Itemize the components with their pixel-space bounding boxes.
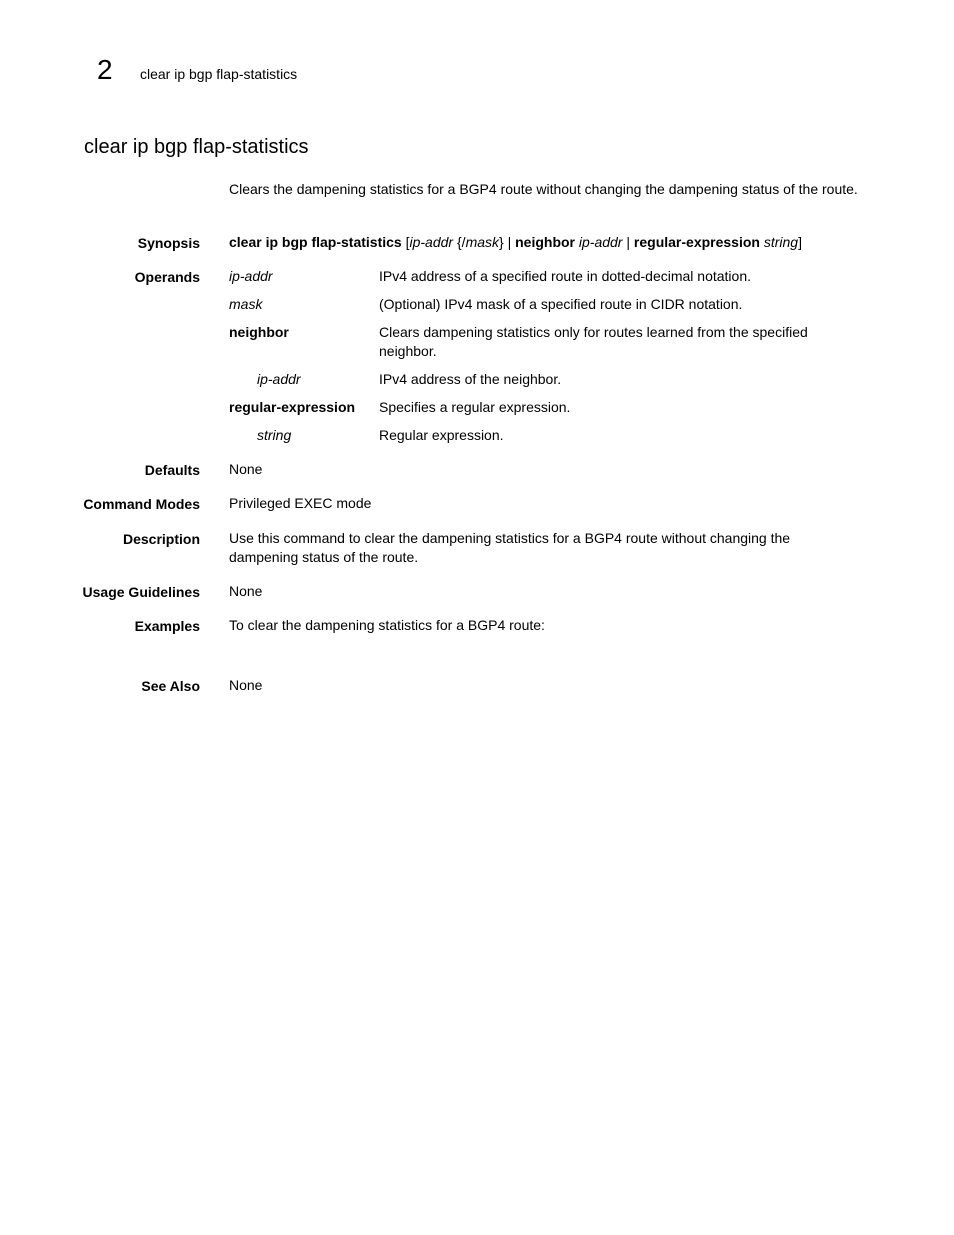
operand-description: Specifies a regular expression. — [379, 399, 571, 415]
intro-paragraph: Clears the dampening statistics for a BGP4 route without changing the dampening status of the route. — [229, 181, 858, 197]
see-also-text: None — [229, 677, 263, 693]
synopsis-mask: mask — [465, 234, 500, 250]
operand-term: string — [257, 427, 292, 443]
operand-term: regular-expression — [229, 399, 356, 415]
command-modes-text: Privileged EXEC mode — [229, 495, 372, 511]
defaults-label: Defaults — [144, 462, 200, 478]
synopsis-regex: regular-expression — [633, 234, 760, 250]
operand-description: IPv4 address of a specified route in dotted-decimal notation. — [379, 268, 751, 284]
operand-description: Regular expression. — [379, 427, 504, 443]
operands-label: Operands — [134, 269, 200, 285]
operand-term: mask — [229, 296, 263, 312]
synopsis-neighbor-ip-addr: ip-addr — [578, 234, 623, 250]
see-also-label: See Also — [141, 678, 200, 694]
page-title: clear ip bgp flap-statistics — [84, 136, 309, 158]
synopsis-label: Synopsis — [137, 235, 200, 251]
operand-description: IPv4 address of the neighbor. — [379, 371, 562, 387]
examples-label: Examples — [134, 618, 200, 634]
description-label: Description — [122, 531, 200, 547]
page-header — [0, 0, 954, 100]
command-modes-label: Command Modes — [83, 496, 200, 512]
synopsis-open-brace: {/ — [453, 234, 466, 250]
defaults-text: None — [229, 461, 263, 477]
synopsis-command: clear ip bgp flap-statistics — [229, 234, 402, 250]
operand-description: (Optional) IPv4 mask of a specified route in CIDR notation. — [379, 296, 743, 312]
synopsis-string: string — [763, 234, 799, 250]
examples-text: To clear the dampening statistics for a BGP4 route: — [229, 617, 545, 633]
chapter-number: 2 — [97, 54, 113, 85]
synopsis-pipe: | — [622, 234, 634, 250]
operand-description: Clears dampening statistics only for routes learned from the specified neighbor. — [379, 324, 808, 359]
synopsis-open-bracket: [ — [401, 234, 410, 250]
usage-guidelines-label: Usage Guidelines — [82, 584, 200, 600]
operand-term: neighbor — [229, 324, 289, 340]
operand-term: ip-addr — [257, 371, 301, 387]
synopsis-ip-addr: ip-addr — [409, 234, 454, 250]
synopsis-close-bracket: ] — [798, 234, 802, 250]
usage-guidelines-text: None — [229, 583, 263, 599]
description-text: Use this command to clear the dampening statistics for a BGP4 route without changing the dampening status of the route. — [229, 530, 791, 565]
running-head: clear ip bgp flap-statistics — [140, 66, 298, 82]
synopsis-text — [229, 233, 802, 252]
synopsis-neighbor: neighbor — [515, 234, 575, 250]
operand-term: ip-addr — [229, 268, 273, 284]
synopsis-close-brace: } | — [499, 234, 516, 250]
